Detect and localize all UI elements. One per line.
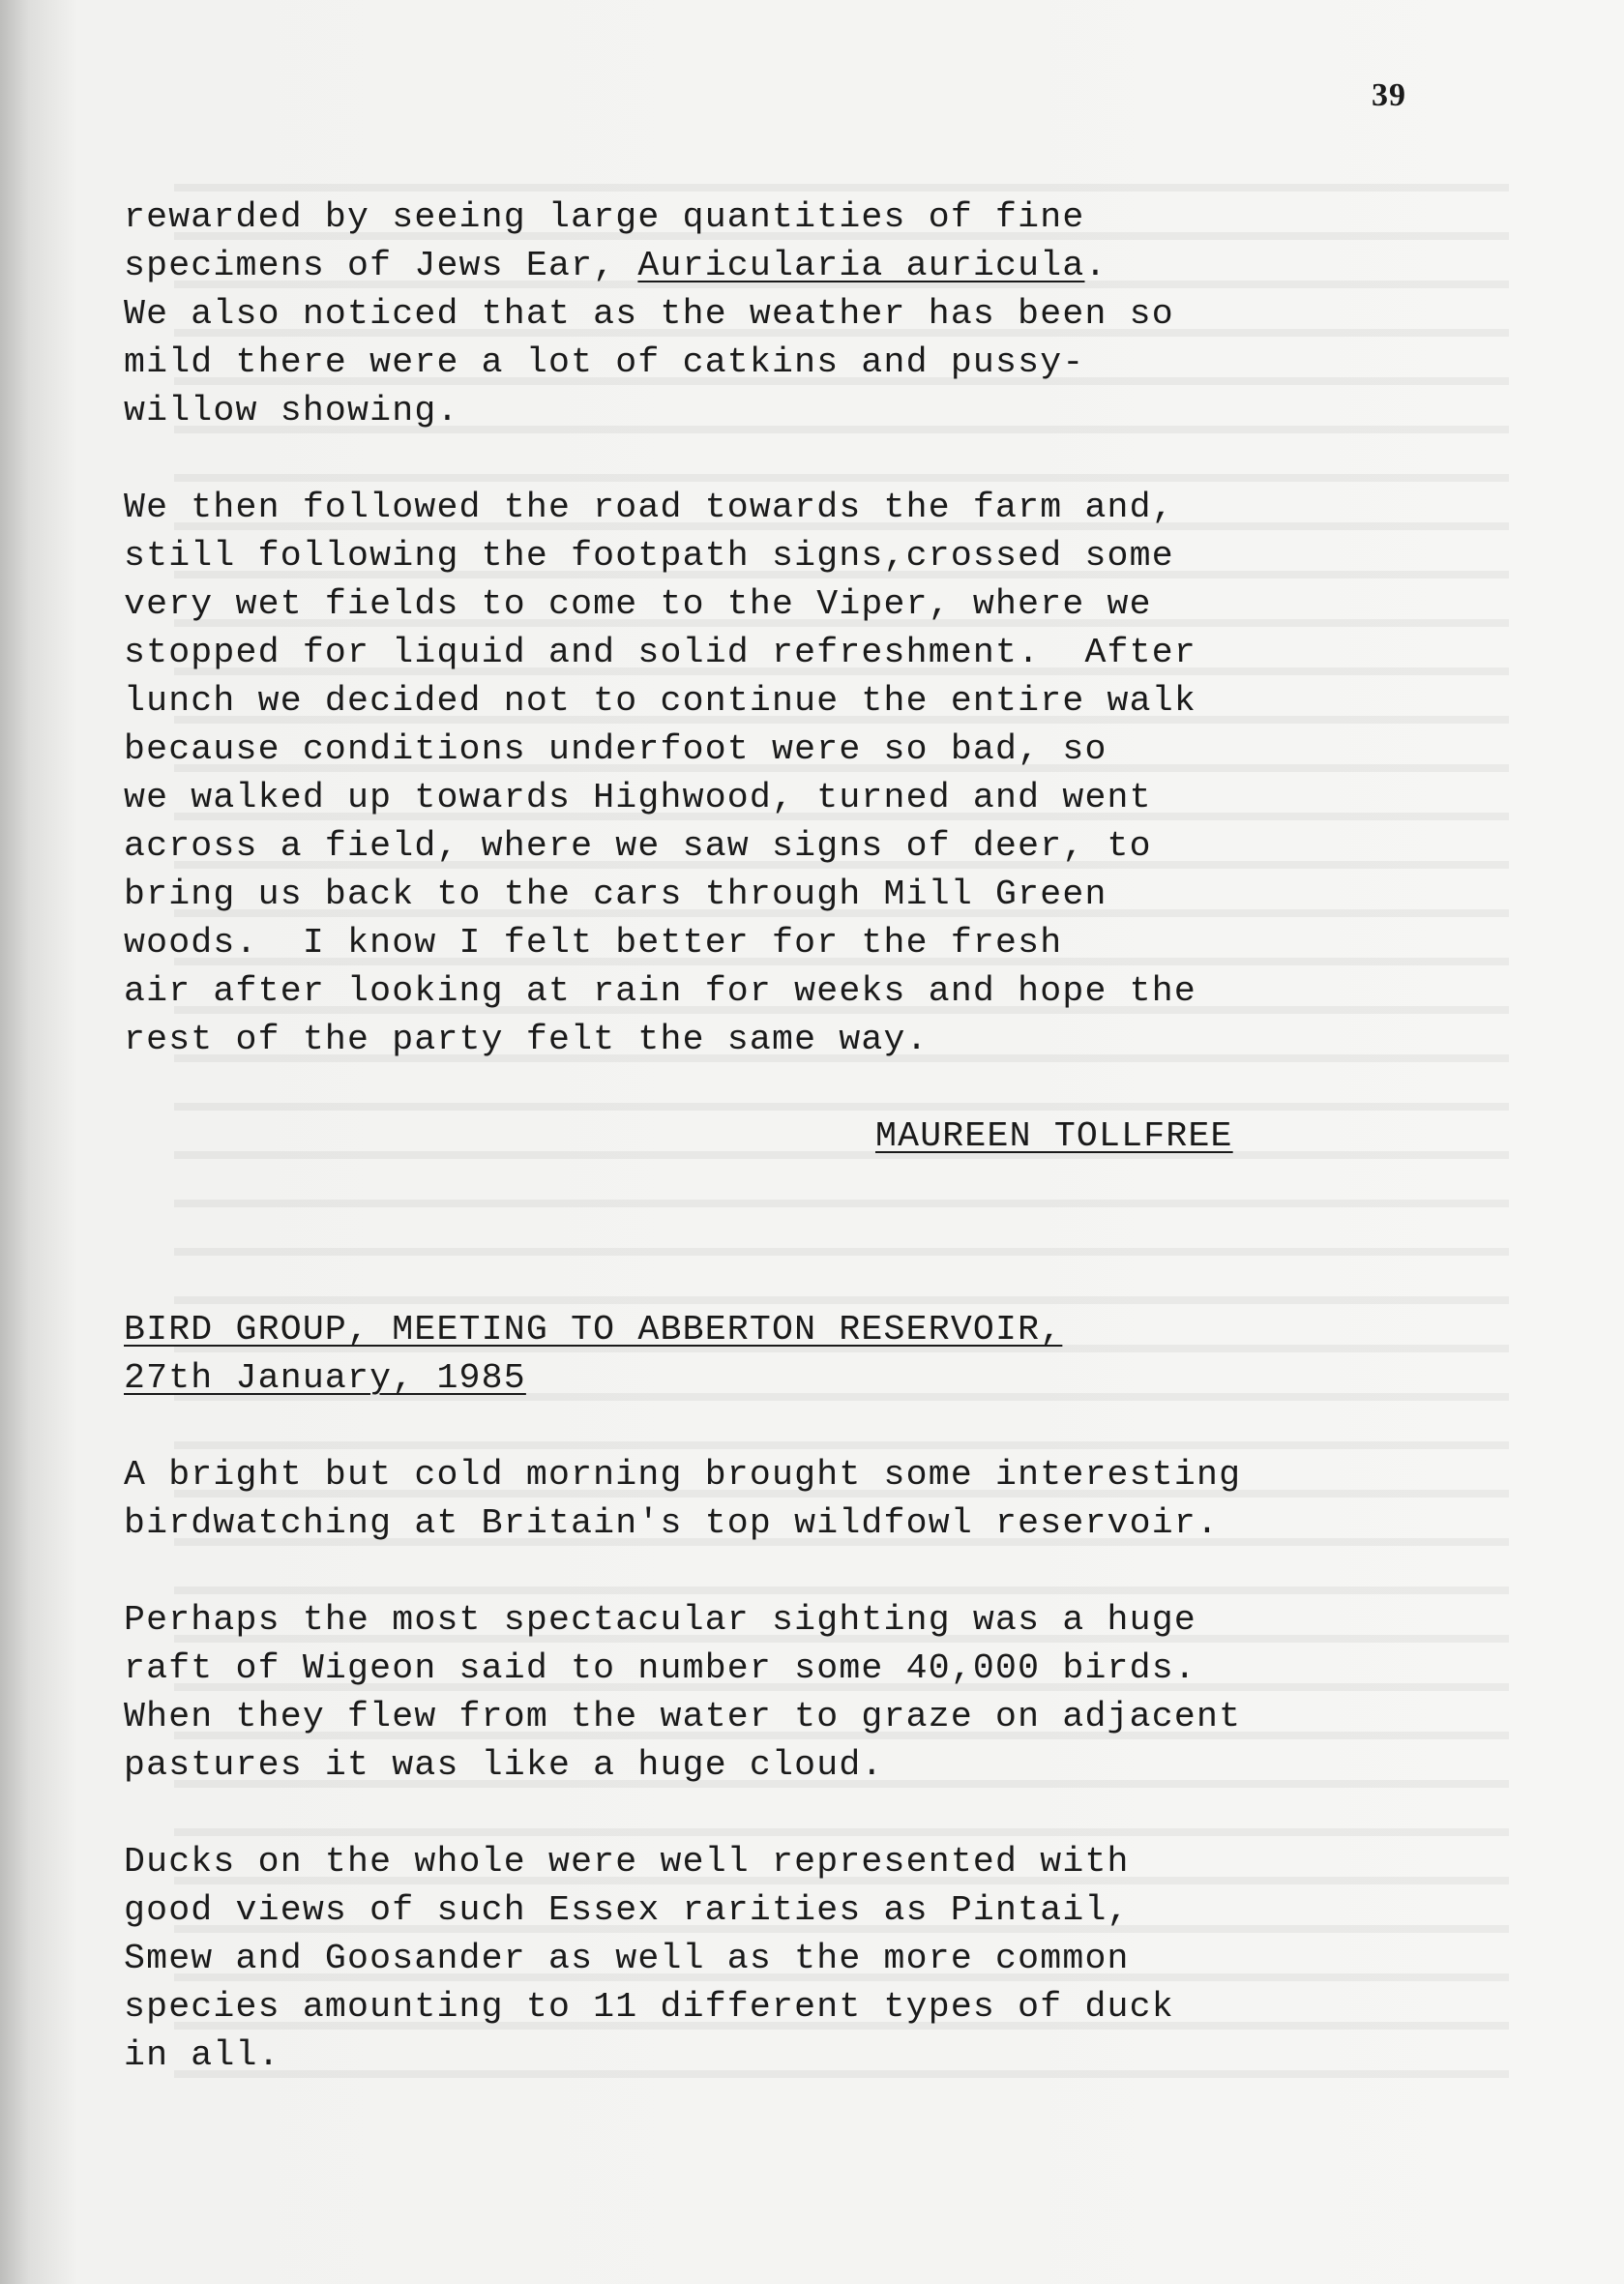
text-line: woods. I know I felt better for the fresh [124, 923, 1063, 963]
text-line: stopped for liquid and solid refreshment. After [124, 633, 1196, 672]
text-line: still following the footpath signs,crossed some [124, 536, 1174, 576]
text-line: because conditions underfoot were so bad, so [124, 729, 1107, 769]
text-line: pastures it was like a huge cloud. [124, 1745, 884, 1785]
text-line: A bright but cold morning brought some interesting [124, 1455, 1242, 1495]
article1-paragraph-2 [124, 484, 1594, 1064]
text-line: We also noticed that as the weather has been so [124, 294, 1174, 334]
section-gap [124, 1161, 1594, 1209]
article2-paragraph-2 [124, 1596, 1594, 1790]
heading-date: 27th January, 1985 [124, 1358, 526, 1398]
author-signature [124, 1112, 1594, 1161]
section-gap [124, 1209, 1594, 1258]
section-gap [124, 1258, 1594, 1306]
article2-paragraph-1 [124, 1451, 1594, 1548]
text-line: We then followed the road towards the farm and, [124, 488, 1174, 527]
paragraph-gap [124, 1064, 1594, 1112]
text-line: willow showing. [124, 391, 459, 430]
heading-line [124, 1354, 1594, 1403]
text-line: birdwatching at Britain's top wildfowl reservoir. [124, 1503, 1220, 1543]
paragraph-gap [124, 1403, 1594, 1451]
article2-heading [124, 1306, 1594, 1403]
page-number: 39 [1372, 77, 1406, 113]
text-line: When they flew from the water to graze on adjacent [124, 1697, 1242, 1736]
text-line: good views of such Essex rarities as Pintail, [124, 1890, 1130, 1930]
text-line: in all. [124, 2035, 281, 2075]
article2-paragraph-3 [124, 1838, 1594, 2080]
paragraph-gap [124, 435, 1594, 484]
text-line: rewarded by seeing large quantities of fine [124, 197, 1085, 237]
text-line: Smew and Goosander as well as the more common [124, 1939, 1130, 1978]
text-line: Perhaps the most spectacular sighting was a huge [124, 1600, 1196, 1640]
text-line: bring us back to the cars through Mill Green [124, 875, 1107, 914]
text-line: across a field, where we saw signs of deer, to [124, 826, 1152, 866]
text-line [124, 242, 1594, 290]
heading-text: BIRD GROUP, MEETING TO ABBERTON RESERVOIR, [124, 1310, 1063, 1350]
text-line: we walked up towards Highwood, turned and went [124, 778, 1152, 817]
paragraph-gap [124, 1548, 1594, 1596]
text-line: species amounting to 11 different types of duck [124, 1987, 1174, 2027]
text-line: air after looking at rain for weeks and hope the [124, 971, 1196, 1011]
text-line: raft of Wigeon said to number some 40,000 birds. [124, 1648, 1196, 1688]
text-segment: specimens of Jews Ear, [124, 246, 638, 285]
text-segment: . [1084, 246, 1107, 285]
paragraph-gap [124, 1790, 1594, 1838]
text-line: very wet fields to come to the Viper, where we [124, 584, 1152, 624]
text-line: mild there were a lot of catkins and pussy- [124, 342, 1085, 382]
heading-line [124, 1306, 1594, 1354]
species-name: Auricularia auricula [637, 246, 1085, 285]
page-content [124, 193, 1594, 2080]
article1-paragraph-1 [124, 193, 1594, 435]
text-line: rest of the party felt the same way. [124, 1020, 929, 1059]
text-line: lunch we decided not to continue the entire walk [124, 681, 1196, 721]
author-name: MAUREEN TOLLFREE [875, 1116, 1233, 1156]
text-line: Ducks on the whole were well represented with [124, 1842, 1130, 1882]
